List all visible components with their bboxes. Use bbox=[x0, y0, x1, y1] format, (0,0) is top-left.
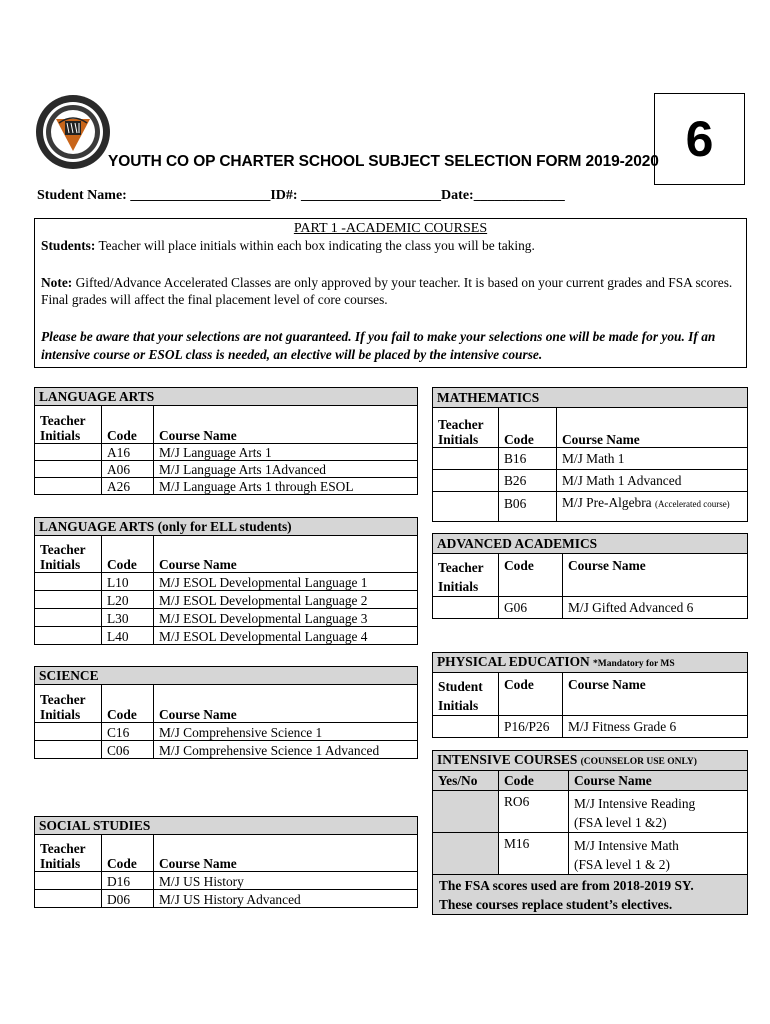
initials-cell[interactable] bbox=[35, 573, 102, 591]
table-row bbox=[35, 890, 418, 908]
science-table bbox=[34, 666, 418, 759]
table-row bbox=[35, 461, 418, 478]
grade-number: 6 bbox=[654, 93, 745, 185]
table-row bbox=[433, 448, 748, 470]
code-header: Code bbox=[499, 673, 563, 716]
code-cell: C16 bbox=[102, 723, 154, 741]
initials-header: Student Initials bbox=[433, 673, 499, 716]
course-name-cell: M/J ESOL Developmental Language 1 bbox=[154, 573, 418, 591]
course-name-header: Course Name bbox=[563, 554, 748, 597]
initials-header: Teacher Initials bbox=[35, 835, 102, 872]
table-row bbox=[35, 741, 418, 759]
code-header: Code bbox=[102, 685, 154, 723]
table-row bbox=[433, 492, 748, 522]
table-row bbox=[35, 573, 418, 591]
yes-no-header: Yes/No bbox=[433, 771, 499, 791]
initials-header: Teacher Initials bbox=[433, 554, 499, 597]
school-logo bbox=[34, 93, 112, 171]
yes-no-cell[interactable] bbox=[433, 833, 499, 875]
language-arts-table bbox=[34, 387, 418, 495]
course-name-cell: M/J Intensive Reading (FSA level 1 &2) bbox=[569, 791, 748, 833]
initials-cell[interactable] bbox=[35, 723, 102, 741]
initials-cell[interactable] bbox=[35, 627, 102, 645]
fsa-footer-note: The FSA scores used are from 2018-2019 SY. These courses replace student’s electives. bbox=[433, 875, 748, 915]
code-cell: L20 bbox=[102, 591, 154, 609]
section-title: INTENSIVE COURSES (COUNSELOR USE ONLY) bbox=[433, 751, 748, 771]
code-cell: B26 bbox=[499, 470, 557, 492]
course-name-cell: M/J Fitness Grade 6 bbox=[563, 716, 748, 738]
initials-cell[interactable] bbox=[433, 597, 499, 619]
section-title: PHYSICAL EDUCATION *Mandatory for MS bbox=[433, 653, 748, 673]
course-name-header: Course Name bbox=[154, 406, 418, 444]
code-cell: RO6 bbox=[499, 791, 569, 833]
table-row bbox=[35, 478, 418, 495]
course-name-cell bbox=[557, 492, 748, 522]
code-cell: D16 bbox=[102, 872, 154, 890]
intensive-courses-table bbox=[432, 750, 748, 915]
student-info-line: Student Name: ____________________ID#: ____________________Date:_____________ bbox=[37, 188, 565, 203]
initials-header: Teacher Initials bbox=[35, 685, 102, 723]
table-row bbox=[433, 833, 748, 875]
initials-cell[interactable] bbox=[35, 591, 102, 609]
initials-cell[interactable] bbox=[433, 492, 499, 522]
course-name-cell: M/J Comprehensive Science 1 Advanced bbox=[154, 741, 418, 759]
students-text: Teacher will place initials within each box indicating the class you will be taking. bbox=[98, 238, 535, 253]
note-instruction bbox=[41, 274, 738, 308]
initials-cell[interactable] bbox=[35, 478, 102, 495]
initials-cell[interactable] bbox=[35, 872, 102, 890]
code-cell: A06 bbox=[102, 461, 154, 478]
course-name-header: Course Name bbox=[569, 771, 748, 791]
table-row bbox=[433, 470, 748, 492]
course-name-cell: M/J US History Advanced bbox=[154, 890, 418, 908]
part1-title: PART 1 -ACADEMIC COURSES bbox=[293, 221, 488, 236]
course-name-header: Course Name bbox=[154, 536, 418, 573]
course-name-cell: M/J Comprehensive Science 1 bbox=[154, 723, 418, 741]
section-title: ADVANCED ACADEMICS bbox=[433, 534, 748, 554]
course-name-header: Course Name bbox=[563, 673, 748, 716]
note-label: Note: bbox=[41, 275, 73, 290]
section-note: (COUNSELOR USE ONLY) bbox=[580, 756, 697, 767]
initials-cell[interactable] bbox=[35, 444, 102, 461]
course-name-cell: M/J Intensive Math (FSA level 1 & 2) bbox=[569, 833, 748, 875]
initials-cell[interactable] bbox=[35, 461, 102, 478]
initials-cell[interactable] bbox=[35, 890, 102, 908]
course-name-cell: M/J Math 1 Advanced bbox=[557, 470, 748, 492]
code-header: Code bbox=[102, 536, 154, 573]
code-header: Code bbox=[499, 408, 557, 448]
course-name-cell: M/J ESOL Developmental Language 3 bbox=[154, 609, 418, 627]
initials-header: Teacher Initials bbox=[433, 408, 499, 448]
initials-cell[interactable] bbox=[433, 448, 499, 470]
code-cell: C06 bbox=[102, 741, 154, 759]
code-cell: L30 bbox=[102, 609, 154, 627]
section-title: LANGUAGE ARTS (only for ELL students) bbox=[35, 518, 418, 536]
table-row bbox=[35, 591, 418, 609]
warning-text: Please be aware that your selections are not guaranteed. If you fail to make your selections one will be made for you. If an intensive course or ESOL class is needed, an elective will be placed by the intensive course. bbox=[41, 329, 716, 362]
note-text: Gifted/Advance Accelerated Classes are only approved by your teacher. It is based on your current grades and FSA scores. Final grades will affect the final placement level of core courses. bbox=[41, 275, 733, 307]
course-note: (Accelerated course) bbox=[654, 499, 730, 509]
table-row bbox=[433, 716, 748, 738]
course-name-header: Course Name bbox=[154, 835, 418, 872]
code-cell: B16 bbox=[499, 448, 557, 470]
code-cell: L10 bbox=[102, 573, 154, 591]
course-name-cell: M/J ESOL Developmental Language 2 bbox=[154, 591, 418, 609]
code-cell: A16 bbox=[102, 444, 154, 461]
section-title: SCIENCE bbox=[35, 667, 418, 685]
table-row bbox=[35, 444, 418, 461]
advanced-academics-table bbox=[432, 533, 748, 619]
students-label: Students: bbox=[41, 238, 96, 253]
code-cell: P16/P26 bbox=[499, 716, 563, 738]
table-row bbox=[433, 597, 748, 619]
social-studies-table bbox=[34, 816, 418, 908]
initials-cell[interactable] bbox=[35, 609, 102, 627]
initials-header: Teacher Initials bbox=[35, 536, 102, 573]
yes-no-cell[interactable] bbox=[433, 791, 499, 833]
physical-education-table bbox=[432, 652, 748, 738]
code-header: Code bbox=[102, 835, 154, 872]
course-name: M/J Pre-Algebra bbox=[562, 495, 652, 510]
section-note: *Mandatory for MS bbox=[593, 658, 675, 669]
section-title: SOCIAL STUDIES bbox=[35, 817, 418, 835]
code-header: Code bbox=[102, 406, 154, 444]
code-cell: G06 bbox=[499, 597, 563, 619]
course-name-cell: M/J US History bbox=[154, 872, 418, 890]
table-row bbox=[35, 609, 418, 627]
part1-instructions-box bbox=[34, 218, 747, 368]
course-name-cell: M/J Gifted Advanced 6 bbox=[563, 597, 748, 619]
course-name-cell: M/J Language Arts 1Advanced bbox=[154, 461, 418, 478]
language-arts-ell-table bbox=[34, 517, 418, 645]
table-row bbox=[35, 627, 418, 645]
initials-cell[interactable] bbox=[35, 741, 102, 759]
table-row bbox=[35, 723, 418, 741]
code-cell: L40 bbox=[102, 627, 154, 645]
course-name-cell: M/J ESOL Developmental Language 4 bbox=[154, 627, 418, 645]
table-row bbox=[433, 791, 748, 833]
initials-cell[interactable] bbox=[433, 716, 499, 738]
course-name-cell: M/J Language Arts 1 bbox=[154, 444, 418, 461]
section-title: MATHEMATICS bbox=[433, 388, 748, 408]
code-header: Code bbox=[499, 554, 563, 597]
section-title: LANGUAGE ARTS bbox=[35, 388, 418, 406]
mathematics-table bbox=[432, 387, 748, 522]
code-cell: B06 bbox=[499, 492, 557, 522]
code-cell: A26 bbox=[102, 478, 154, 495]
table-row bbox=[35, 872, 418, 890]
form-title: YOUTH CO OP CHARTER SCHOOL SUBJECT SELECTION FORM 2019-2020 bbox=[108, 153, 659, 170]
code-cell: M16 bbox=[499, 833, 569, 875]
course-name-cell: M/J Math 1 bbox=[557, 448, 748, 470]
course-name-header: Course Name bbox=[154, 685, 418, 723]
code-cell: D06 bbox=[102, 890, 154, 908]
initials-header: Teacher Initials bbox=[35, 406, 102, 444]
students-instruction bbox=[41, 238, 535, 254]
course-name-header: Course Name bbox=[557, 408, 748, 448]
course-name-cell: M/J Language Arts 1 through ESOL bbox=[154, 478, 418, 495]
code-header: Code bbox=[499, 771, 569, 791]
initials-cell[interactable] bbox=[433, 470, 499, 492]
